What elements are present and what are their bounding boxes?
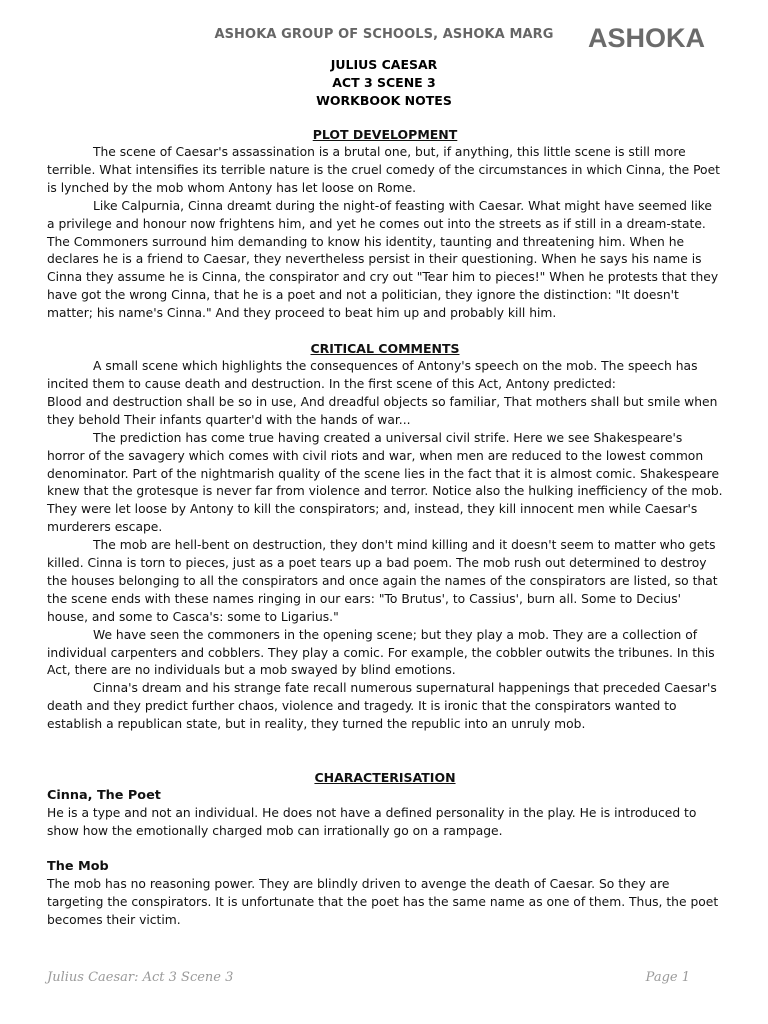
antony-quote: Blood and destruction shall be so in use, And dreadful objects so familiar, That mothers shall but smile when they behold Their infants quarter'd with the hands of war... [47,394,718,427]
document-body [47,126,723,930]
characterisation-heading: CHARACTERISATION [314,770,456,786]
title-workbook: WORKBOOK NOTES [316,93,452,108]
mob-description: The mob has no reasoning power. They are blindly driven to avenge the death of Caesar. So they are targeting the conspirators. It is unfortunate that the poet has the same name as one of them. Thus, the poet becomes their victim. [47,876,719,927]
critical-heading: CRITICAL COMMENTS [310,341,460,357]
critical-paragraph: We have seen the commoners in the opening scene; but they play a mob. They are a collection of individual carpenters and cobblers. They play a comic. For example, the cobbler outwits the tribunes. In this Act, there are no individuals but a mob swayed by blind emotions. [47,627,715,678]
logo-text: ASHOKA [588,23,706,52]
mob-subheading: The Mob [47,858,109,874]
title-play: JULIUS CAESAR [330,57,438,72]
footer-title: Julius Caesar: Act 3 Scene 3 [47,970,234,985]
plot-paragraph: The scene of Caesar's assassination is a brutal one, but, if anything, this little scene is still more terrible. What intensifies its terrible nature is the cruel comedy of the circumstances in which Cinna, the Poet is lynched by the mob whom Antony has let loose on Rome. [47,145,720,195]
critical-paragraph: The mob are hell-bent on destruction, they don't mind killing and it doesn't seem to matter who gets killed. Cinna is torn to pieces, just as a poet tears up a bad poem. The mob rush out determined to destroy the houses belonging to all the conspirators and once again the names of the conspirators are listed, so that the scene ends with these names ringing in our ears: "To Brutus', to Cassius', burn all. Some to Decius' house, and some to Casca's: some to Ligarius." [47,538,718,624]
school-header: ASHOKA GROUP OF SCHOOLS, ASHOKA MARG [214,27,554,42]
page-number: Page 1 [645,970,690,985]
critical-paragraph: The prediction has come true having created a universal civil strife. Here we see Shakespeare's horror of the savagery which comes with civil riots and war, when men are reduced to the lowest common denominator. Part of the nightmarish quality of the scene lies in the fact that it is almost comic. Shakespeare knew that the grotesque is never far from violence and terror. Notice also the hulking inefficiency of the mob. They were let loose by Antony to kill the conspirators; and, instead, they kill innocent men while Caesar's murderers escape. [47,430,723,535]
title-act: ACT 3 SCENE 3 [332,75,436,90]
critical-paragraph: A small scene which highlights the consequences of Antony's speech on the mob. The speech has incited them to cause death and destruction. In the first scene of this Act, Antony predicted: [47,359,698,391]
cinna-subheading: Cinna, The Poet [47,788,161,804]
document-titles [0,56,768,110]
plot-heading: PLOT DEVELOPMENT [312,127,458,142]
cinna-description: He is a type and not an individual. He does not have a defined personality in the play. He is introduced to show how the emotionally charged mob can irrationally go on a rampage. [47,806,697,838]
plot-paragraph: Like Calpurnia, Cinna dreamt during the night-of feasting with Caesar. What might have seemed like a privilege and honour now frightens him, and yet he comes out into the streets as if still in a dream-state. The Commoners surround him demanding to know his identity, taunting and threatening him. When he declares he is a friend to Caesar, they nevertheless persist in their questioning. When he says his name is Cinna they assume he is Cinna, the conspirator and cry out "Tear him to pieces!" When he protests that they have got the wrong Cinna, that he is a poet and not a politician, they ignore the distinction: "It doesn't matter; his name's Cinna." And they proceed to beat him up and probably kill him. [47,198,719,321]
critical-paragraph: Cinna's dream and his strange fate recall numerous supernatural happenings that preceded Caesar's death and they predict further chaos, violence and tragedy. It is ironic that the conspirators wanted to establish a republican state, but in reality, they turned the republic into an unruly mob. [47,681,717,732]
ashoka-logo [588,22,718,52]
